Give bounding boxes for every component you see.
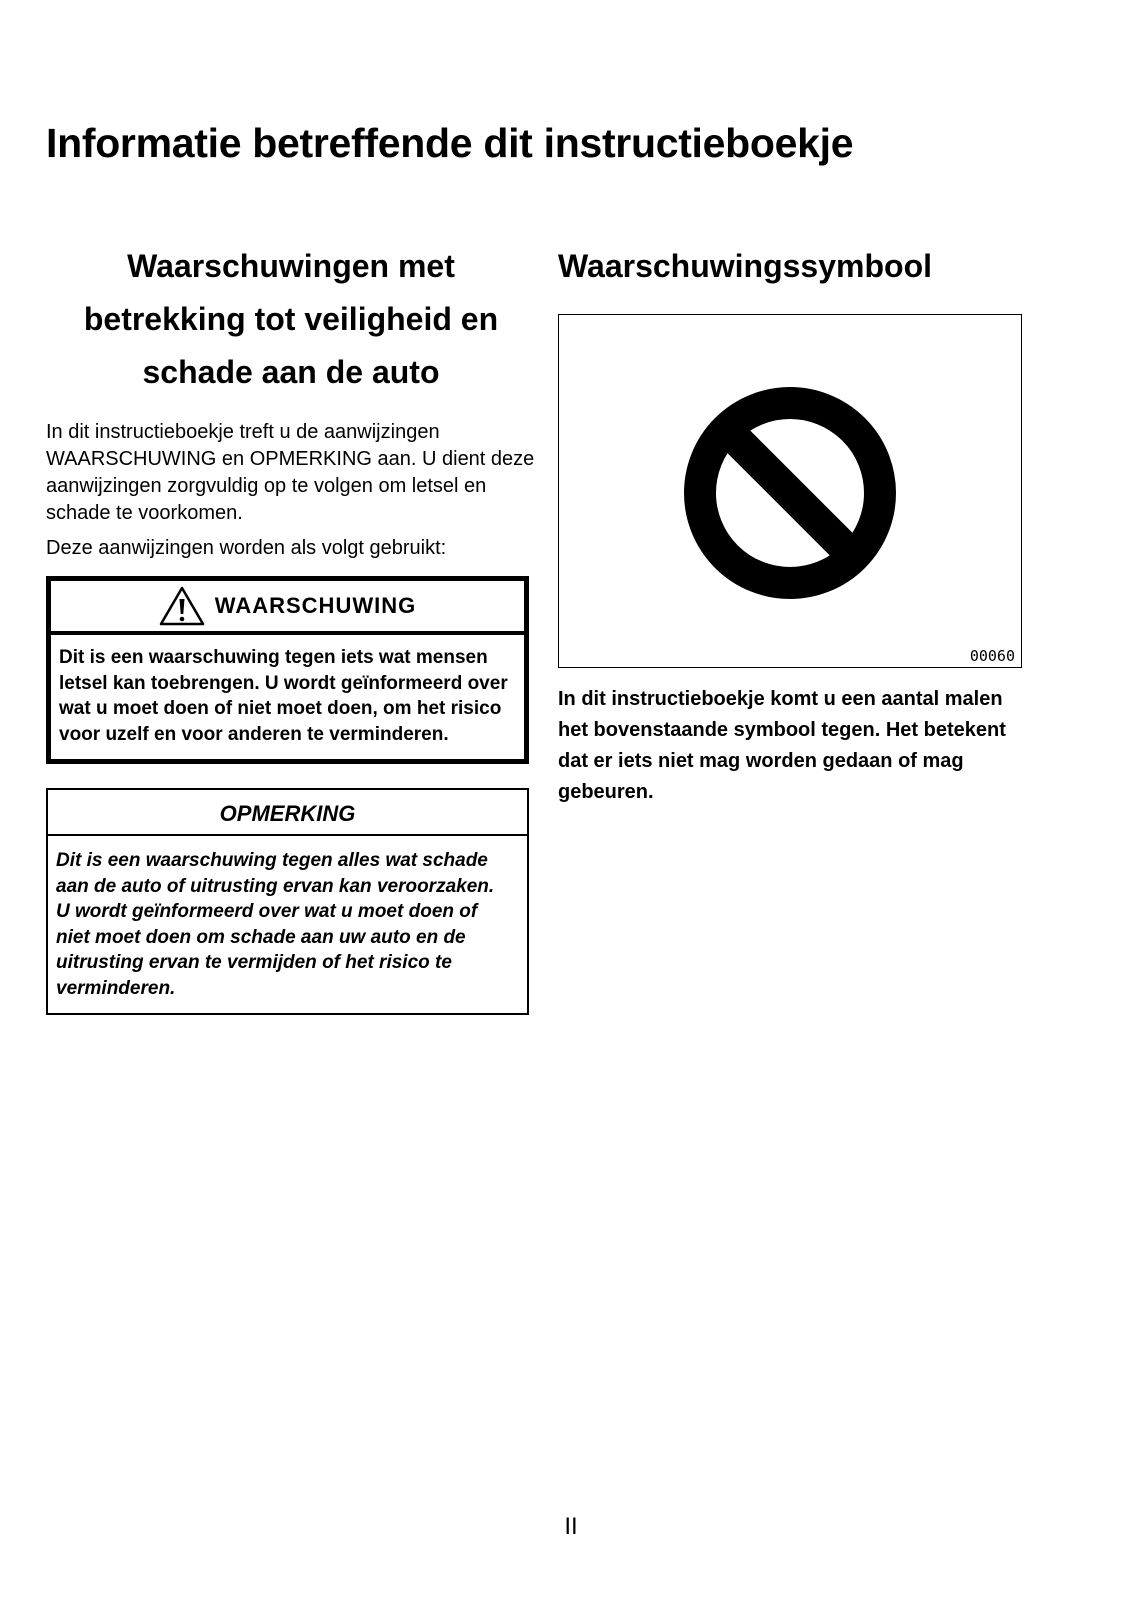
safety-warnings-heading: Waarschuwingen met betrekking tot veiligheid en schade aan de auto [83,248,499,390]
symbol-explanation: In dit instructieboekje komt u een aantal malen het bovenstaande symbool tegen. Het betekent dat er iets niet mag worden gedaan of mag gebeuren. [558,688,1006,803]
note-label: OPMERKING [48,790,527,836]
symbol-figure [558,314,1022,668]
warning-text: Dit is een waarschuwing tegen iets wat mensen letsel kan toebrengen. U wordt geïnformeerd over wat u moet doen of niet moet doen, om het risico voor uzelf en voor anderen te verminderen. [59,647,508,745]
right-column [558,246,1038,808]
intro-paragraph: Deze aanwijzingen worden als volgt gebruikt: [46,537,447,559]
intro-text [46,419,536,562]
left-column [46,240,536,1015]
page-title: Informatie betreffende dit instructieboekje [46,120,854,166]
figure-code: 00060 [969,647,1015,665]
warning-box-header [51,581,524,635]
warning-box [46,576,529,764]
intro-paragraph: In dit instructieboekje treft u de aanwijzingen WAARSCHUWING en OPMERKING aan. U dient deze aanwijzingen zorgvuldig op te volgen om letsel en schade te voorkomen. [46,421,535,524]
warning-triangle-icon [159,586,205,626]
note-box [46,788,529,1015]
page-number: II [564,1513,578,1540]
prohibition-icon [684,387,896,599]
warning-label: WAARSCHUWING [214,593,417,618]
warning-symbol-heading: Waarschuwingssymbool [558,248,932,284]
note-text: Dit is een waarschuwing tegen alles wat schade aan de auto of uitrusting ervan kan veroorzaken. U wordt geïnformeerd over wat u moet doen of niet moet doen om schade aan uw auto en de uitrusting ervan te vermijden of het risico te verminderen. [56,850,495,999]
